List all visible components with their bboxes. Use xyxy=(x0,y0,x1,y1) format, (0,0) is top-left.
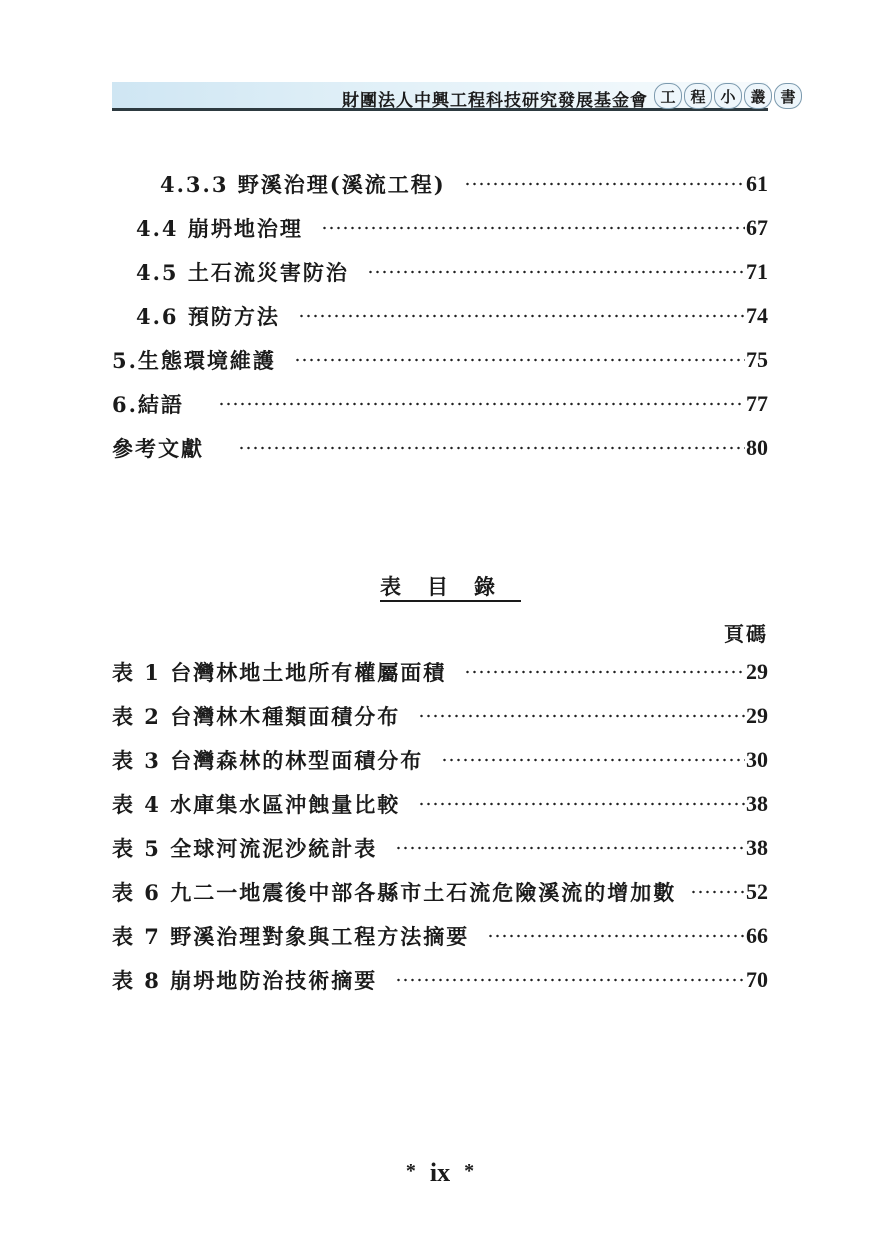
toc-entry-label: 參考文獻 xyxy=(112,436,204,461)
dot-leader xyxy=(441,758,745,762)
dot-leader xyxy=(218,402,745,406)
dot-leader xyxy=(464,182,745,186)
table-entry-label: 表 6 九二一地震後中部各縣市土石流危險溪流的增加數 xyxy=(112,880,677,905)
table-entry-page: 66 xyxy=(746,923,768,948)
dot-leader xyxy=(367,270,745,274)
toc-entry-page: 77 xyxy=(746,391,768,416)
page-number: ix xyxy=(429,1158,451,1187)
toc-entry[interactable] xyxy=(160,168,768,200)
table-entry-page: 52 xyxy=(746,879,768,904)
dot-leader xyxy=(690,890,745,894)
table-entry-label: 表 4 水庫集水區沖蝕量比較 xyxy=(112,792,401,817)
table-entry-label: 表 1 台灣林地土地所有權屬面積 xyxy=(112,660,447,685)
toc-entry[interactable] xyxy=(136,300,768,332)
dot-leader xyxy=(395,978,745,982)
dot-leader xyxy=(464,670,745,674)
series-badge-char: 小 xyxy=(714,83,742,109)
page-column-label: 頁碼 xyxy=(724,622,768,646)
table-entry[interactable] xyxy=(112,876,768,908)
toc-entry-page: 80 xyxy=(746,435,768,460)
toc-entry-page: 75 xyxy=(746,347,768,372)
dot-leader xyxy=(238,446,745,450)
dot-leader xyxy=(418,802,745,806)
table-entry-label: 表 3 台灣森林的林型面積分布 xyxy=(112,748,424,773)
table-entry-label: 表 7 野溪治理對象與工程方法摘要 xyxy=(112,924,470,949)
series-badge xyxy=(654,83,802,109)
table-entry[interactable] xyxy=(112,744,768,776)
header-organization: 財團法人中興工程科技研究發展基金會 xyxy=(342,91,648,111)
toc-entry-label: 4.5 土石流災害防治 xyxy=(136,260,349,285)
table-entry[interactable] xyxy=(112,964,768,996)
table-entry[interactable] xyxy=(112,788,768,820)
dot-leader xyxy=(395,846,745,850)
series-badge-char: 程 xyxy=(684,83,712,109)
table-entry-label: 表 2 台灣林木種類面積分布 xyxy=(112,704,401,729)
toc-entry[interactable] xyxy=(112,432,768,464)
toc-entry-page: 74 xyxy=(746,303,768,328)
table-entry[interactable] xyxy=(112,832,768,864)
table-entry-page: 38 xyxy=(746,835,768,860)
series-badge-char: 書 xyxy=(774,83,802,109)
footer-ornament-right: * xyxy=(464,1160,475,1182)
table-entry-page: 70 xyxy=(746,967,768,992)
toc-entry-page: 61 xyxy=(746,171,768,196)
table-entry[interactable] xyxy=(112,700,768,732)
dot-leader xyxy=(298,314,745,318)
series-badge-char: 叢 xyxy=(744,83,772,109)
page-footer xyxy=(0,1158,880,1188)
toc-entry-label: 4.3.3 野溪治理(溪流工程) xyxy=(160,172,446,197)
dot-leader xyxy=(321,226,745,230)
table-entry-label: 表 5 全球河流泥沙統計表 xyxy=(112,836,378,861)
toc-entry[interactable] xyxy=(112,344,768,376)
dot-leader xyxy=(294,358,745,362)
dot-leader xyxy=(418,714,745,718)
toc-entry-label: 6.結語 xyxy=(112,392,184,417)
toc-entry[interactable] xyxy=(136,212,768,244)
toc-entry-label: 5.生態環境維護 xyxy=(112,348,276,373)
table-entry-page: 38 xyxy=(746,791,768,816)
table-entry-label: 表 8 崩坍地防治技術摘要 xyxy=(112,968,378,993)
table-entry-page: 29 xyxy=(746,703,768,728)
toc-entry-page: 71 xyxy=(746,259,768,284)
footer-ornament-left: * xyxy=(405,1160,416,1182)
table-entry-page: 29 xyxy=(746,659,768,684)
toc-entry-label: 4.4 崩坍地治理 xyxy=(136,216,303,241)
table-entry[interactable] xyxy=(112,656,768,688)
toc-entry[interactable] xyxy=(112,388,768,420)
toc-entry-page: 67 xyxy=(746,215,768,240)
section-title: 表目錄 xyxy=(380,574,521,599)
dot-leader xyxy=(487,934,745,938)
series-badge-char: 工 xyxy=(654,83,682,109)
table-entry[interactable] xyxy=(112,920,768,952)
toc-entry[interactable] xyxy=(136,256,768,288)
table-entry-page: 30 xyxy=(746,747,768,772)
toc-entry-label: 4.6 預防方法 xyxy=(136,304,280,329)
